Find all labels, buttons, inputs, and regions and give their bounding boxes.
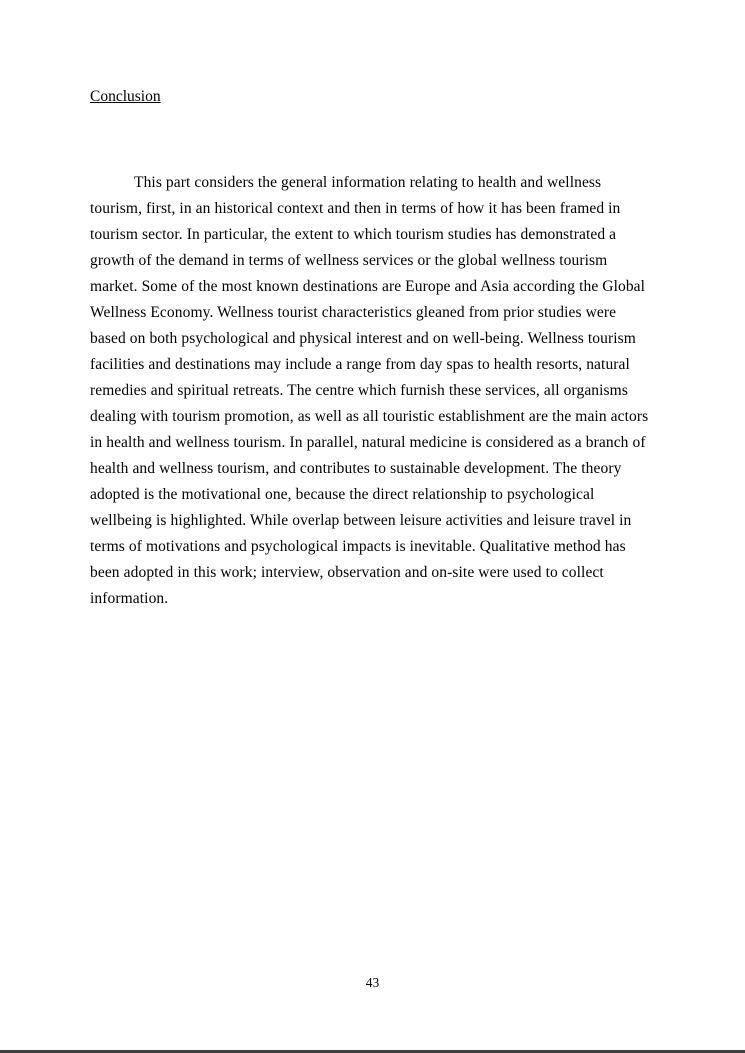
page-content <box>90 86 655 612</box>
page-number: 43 <box>365 975 380 990</box>
section-heading: Conclusion <box>90 88 161 105</box>
body-paragraph: This part considers the general information relating to health and wellness tourism, first, in an historical context and then in terms of how it has been framed in tourism sector. In particular, the extent to which tourism studies has demonstrated a growth of the demand in terms of wellness services or the global wellness tourism market. Some of the most known destinations are Europe and Asia according the Global Wellness Economy. Wellness tourist characteristics gleaned from prior studies were based on both psychological and physical interest and on well-being. Wellness tourism facilities and destinations may include a range from day spas to health resorts, natural remedies and spiritual retreats. The centre which furnish these services, all organisms dealing with tourism promotion, as well as all touristic establishment are the main actors in health and wellness tourism. In parallel, natural medicine is considered as a branch of health and wellness tourism, and contributes to sustainable development. The theory adopted is the motivational one, because the direct relationship to psychological wellbeing is highlighted. While overlap between leisure activities and leisure travel in terms of motivations and psychological impacts is inevitable. Qualitative method has been adopted in this work; interview, observation and on-site were used to collect information. <box>90 174 649 607</box>
